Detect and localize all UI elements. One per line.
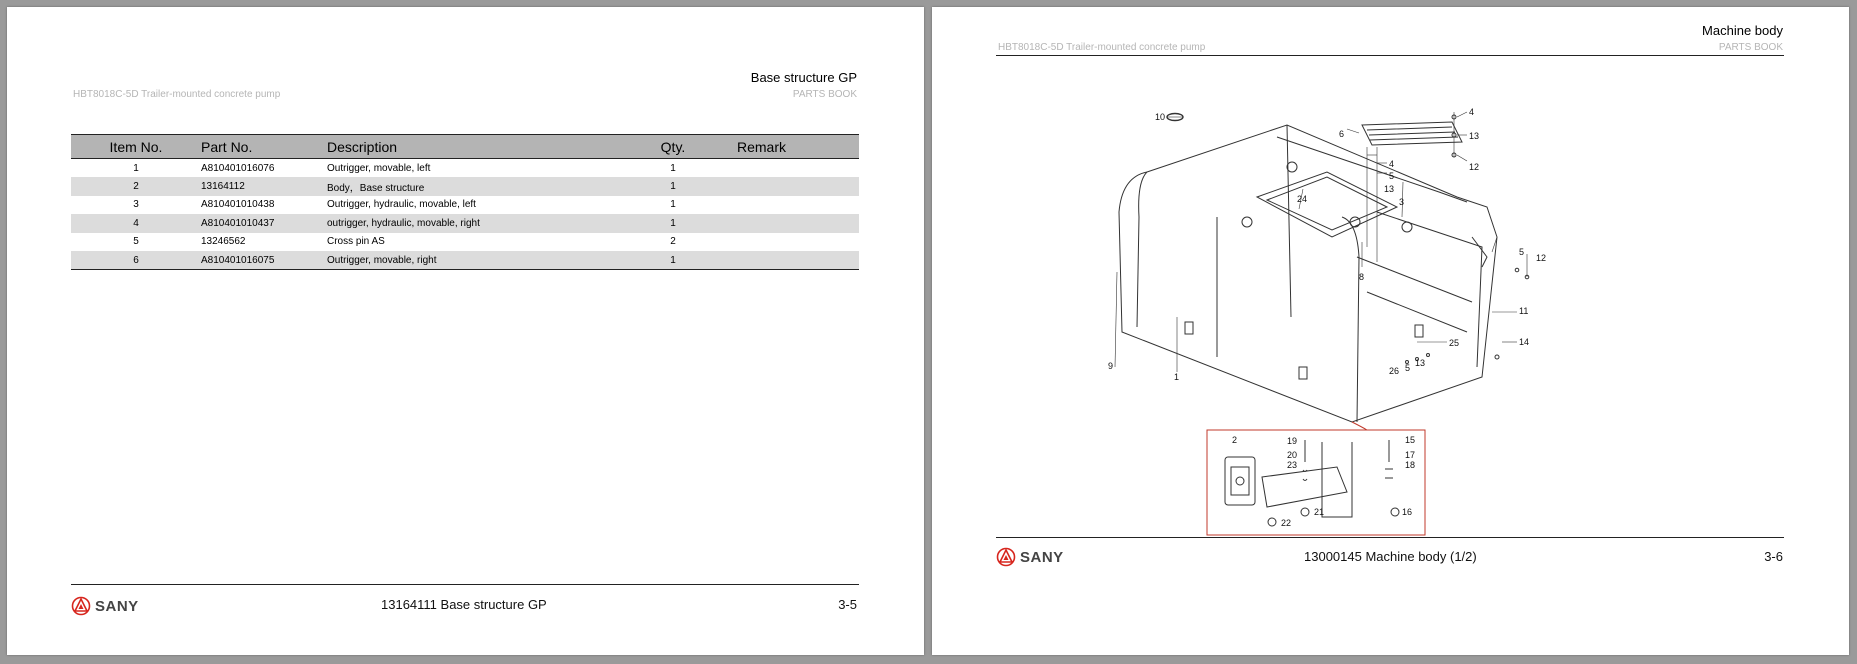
- cell-part: A810401016076: [201, 162, 275, 174]
- table-row: [71, 159, 859, 178]
- footer-rule: [996, 537, 1784, 538]
- callout-1: 1: [1174, 372, 1180, 382]
- logo-text: SANY: [95, 597, 139, 615]
- cell-remark: [703, 233, 859, 252]
- callout-10: 10: [1155, 112, 1166, 122]
- callout-13-top: 13: [1469, 131, 1480, 141]
- cell-part: 13164112: [201, 180, 245, 192]
- detail-box: [1207, 430, 1425, 535]
- sany-logo-icon: [996, 547, 1016, 567]
- cell-part: A810401016075: [201, 251, 327, 270]
- callout-13: 13: [1384, 184, 1395, 194]
- section-title: Machine body: [1702, 23, 1783, 38]
- callout-14: 14: [1519, 337, 1530, 347]
- footer-title: 13164111 Base structure GP: [381, 597, 547, 612]
- callout-21: 21: [1314, 507, 1325, 517]
- callout-26: 26: [1389, 366, 1400, 376]
- cell-part: A810401010437: [201, 217, 275, 229]
- cell-desc: outrigger, hydraulic, movable, right: [327, 217, 480, 229]
- callout-3: 3: [1399, 197, 1405, 207]
- callout-4: 4: [1389, 159, 1395, 169]
- cell-item: 4: [133, 217, 139, 229]
- right-page: [932, 7, 1849, 655]
- callout-5: 5: [1389, 171, 1395, 181]
- header-doc-title: HBT8018C-5D Trailer-mounted concrete pump: [998, 42, 1206, 53]
- callout-12: 12: [1536, 253, 1547, 263]
- callout-12-top: 12: [1469, 162, 1480, 172]
- cell-desc: Body，Base structure: [327, 182, 425, 194]
- callout-4-top: 4: [1469, 107, 1475, 117]
- callout-11: 11: [1519, 306, 1529, 316]
- machine-body-diagram: [1077, 97, 1677, 537]
- col-qty: Qty.: [643, 135, 703, 159]
- callout-2: 2: [1232, 435, 1238, 445]
- callout-6: 6: [1339, 129, 1345, 139]
- footer-title: 13000145 Machine body (1/2): [1304, 549, 1477, 564]
- callout-8: 8: [1359, 272, 1365, 282]
- cell-remark: [703, 196, 859, 215]
- callout-24: 24: [1297, 194, 1308, 204]
- header-rule: [996, 55, 1784, 56]
- table-header-row: [71, 135, 859, 159]
- callout-13-low: 13: [1415, 358, 1426, 368]
- cell-item: 3: [133, 199, 139, 211]
- footer-rule: [71, 584, 859, 585]
- table-row: [71, 196, 859, 215]
- sany-logo-icon: [71, 596, 91, 616]
- cell-desc: Outrigger, movable, right: [327, 251, 643, 270]
- cell-desc: Cross pin AS: [327, 236, 385, 248]
- cell-remark: [703, 159, 859, 178]
- cell-item: 5: [133, 236, 139, 248]
- col-description: Description: [327, 135, 643, 159]
- callout-5-right: 5: [1519, 247, 1525, 257]
- callout-15: 15: [1405, 435, 1416, 445]
- cell-qty: 1: [670, 162, 676, 174]
- callout-23: 22: [1281, 518, 1292, 528]
- callout-17: 17: [1405, 450, 1416, 460]
- page-number: 3-5: [838, 597, 857, 612]
- header-parts-book: PARTS BOOK: [1718, 42, 1783, 53]
- sany-logo: [996, 547, 1064, 567]
- cell-qty: 1: [670, 199, 676, 211]
- cell-remark: [703, 214, 859, 233]
- page-number: 3-6: [1764, 549, 1783, 564]
- cell-item: 6: [71, 251, 201, 270]
- callout-20: 20: [1287, 450, 1298, 460]
- cell-remark: [703, 177, 859, 196]
- table-row: [71, 214, 859, 233]
- logo-text: SANY: [1020, 548, 1064, 566]
- table-row: [71, 251, 859, 270]
- col-part-no: Part No.: [201, 135, 327, 159]
- cell-remark: [703, 251, 859, 270]
- cell-item: 2: [133, 180, 139, 192]
- table-row: [71, 233, 859, 252]
- cell-qty: 1: [643, 251, 703, 270]
- callout-25: 25: [1449, 338, 1460, 348]
- callout-5-low: 5: [1405, 363, 1411, 373]
- cell-item: 1: [133, 162, 139, 174]
- callout-22: 23: [1287, 460, 1298, 470]
- left-page: [7, 7, 924, 655]
- cell-desc: Outrigger, hydraulic, movable, left: [327, 199, 476, 211]
- header-parts-book: PARTS BOOK: [792, 89, 857, 100]
- cell-desc: Outrigger, movable, left: [327, 162, 431, 174]
- callout-9: 9: [1108, 361, 1114, 371]
- cell-qty: 1: [670, 180, 676, 192]
- cell-part: A810401010438: [201, 199, 275, 211]
- sany-logo: [71, 596, 139, 616]
- callout-19: 19: [1287, 436, 1298, 446]
- cell-part: 13246562: [201, 236, 246, 248]
- col-item-no: Item No.: [71, 135, 201, 159]
- section-title: Base structure GP: [750, 70, 857, 85]
- cell-qty: 1: [670, 217, 676, 229]
- callout-18: 18: [1405, 460, 1416, 470]
- col-remark: Remark: [703, 135, 859, 159]
- parts-table: [71, 134, 859, 270]
- header-doc-title: HBT8018C-5D Trailer-mounted concrete pump: [73, 89, 281, 100]
- cell-qty: 2: [670, 236, 676, 248]
- table-row: [71, 177, 859, 196]
- callout-16: 16: [1402, 507, 1413, 517]
